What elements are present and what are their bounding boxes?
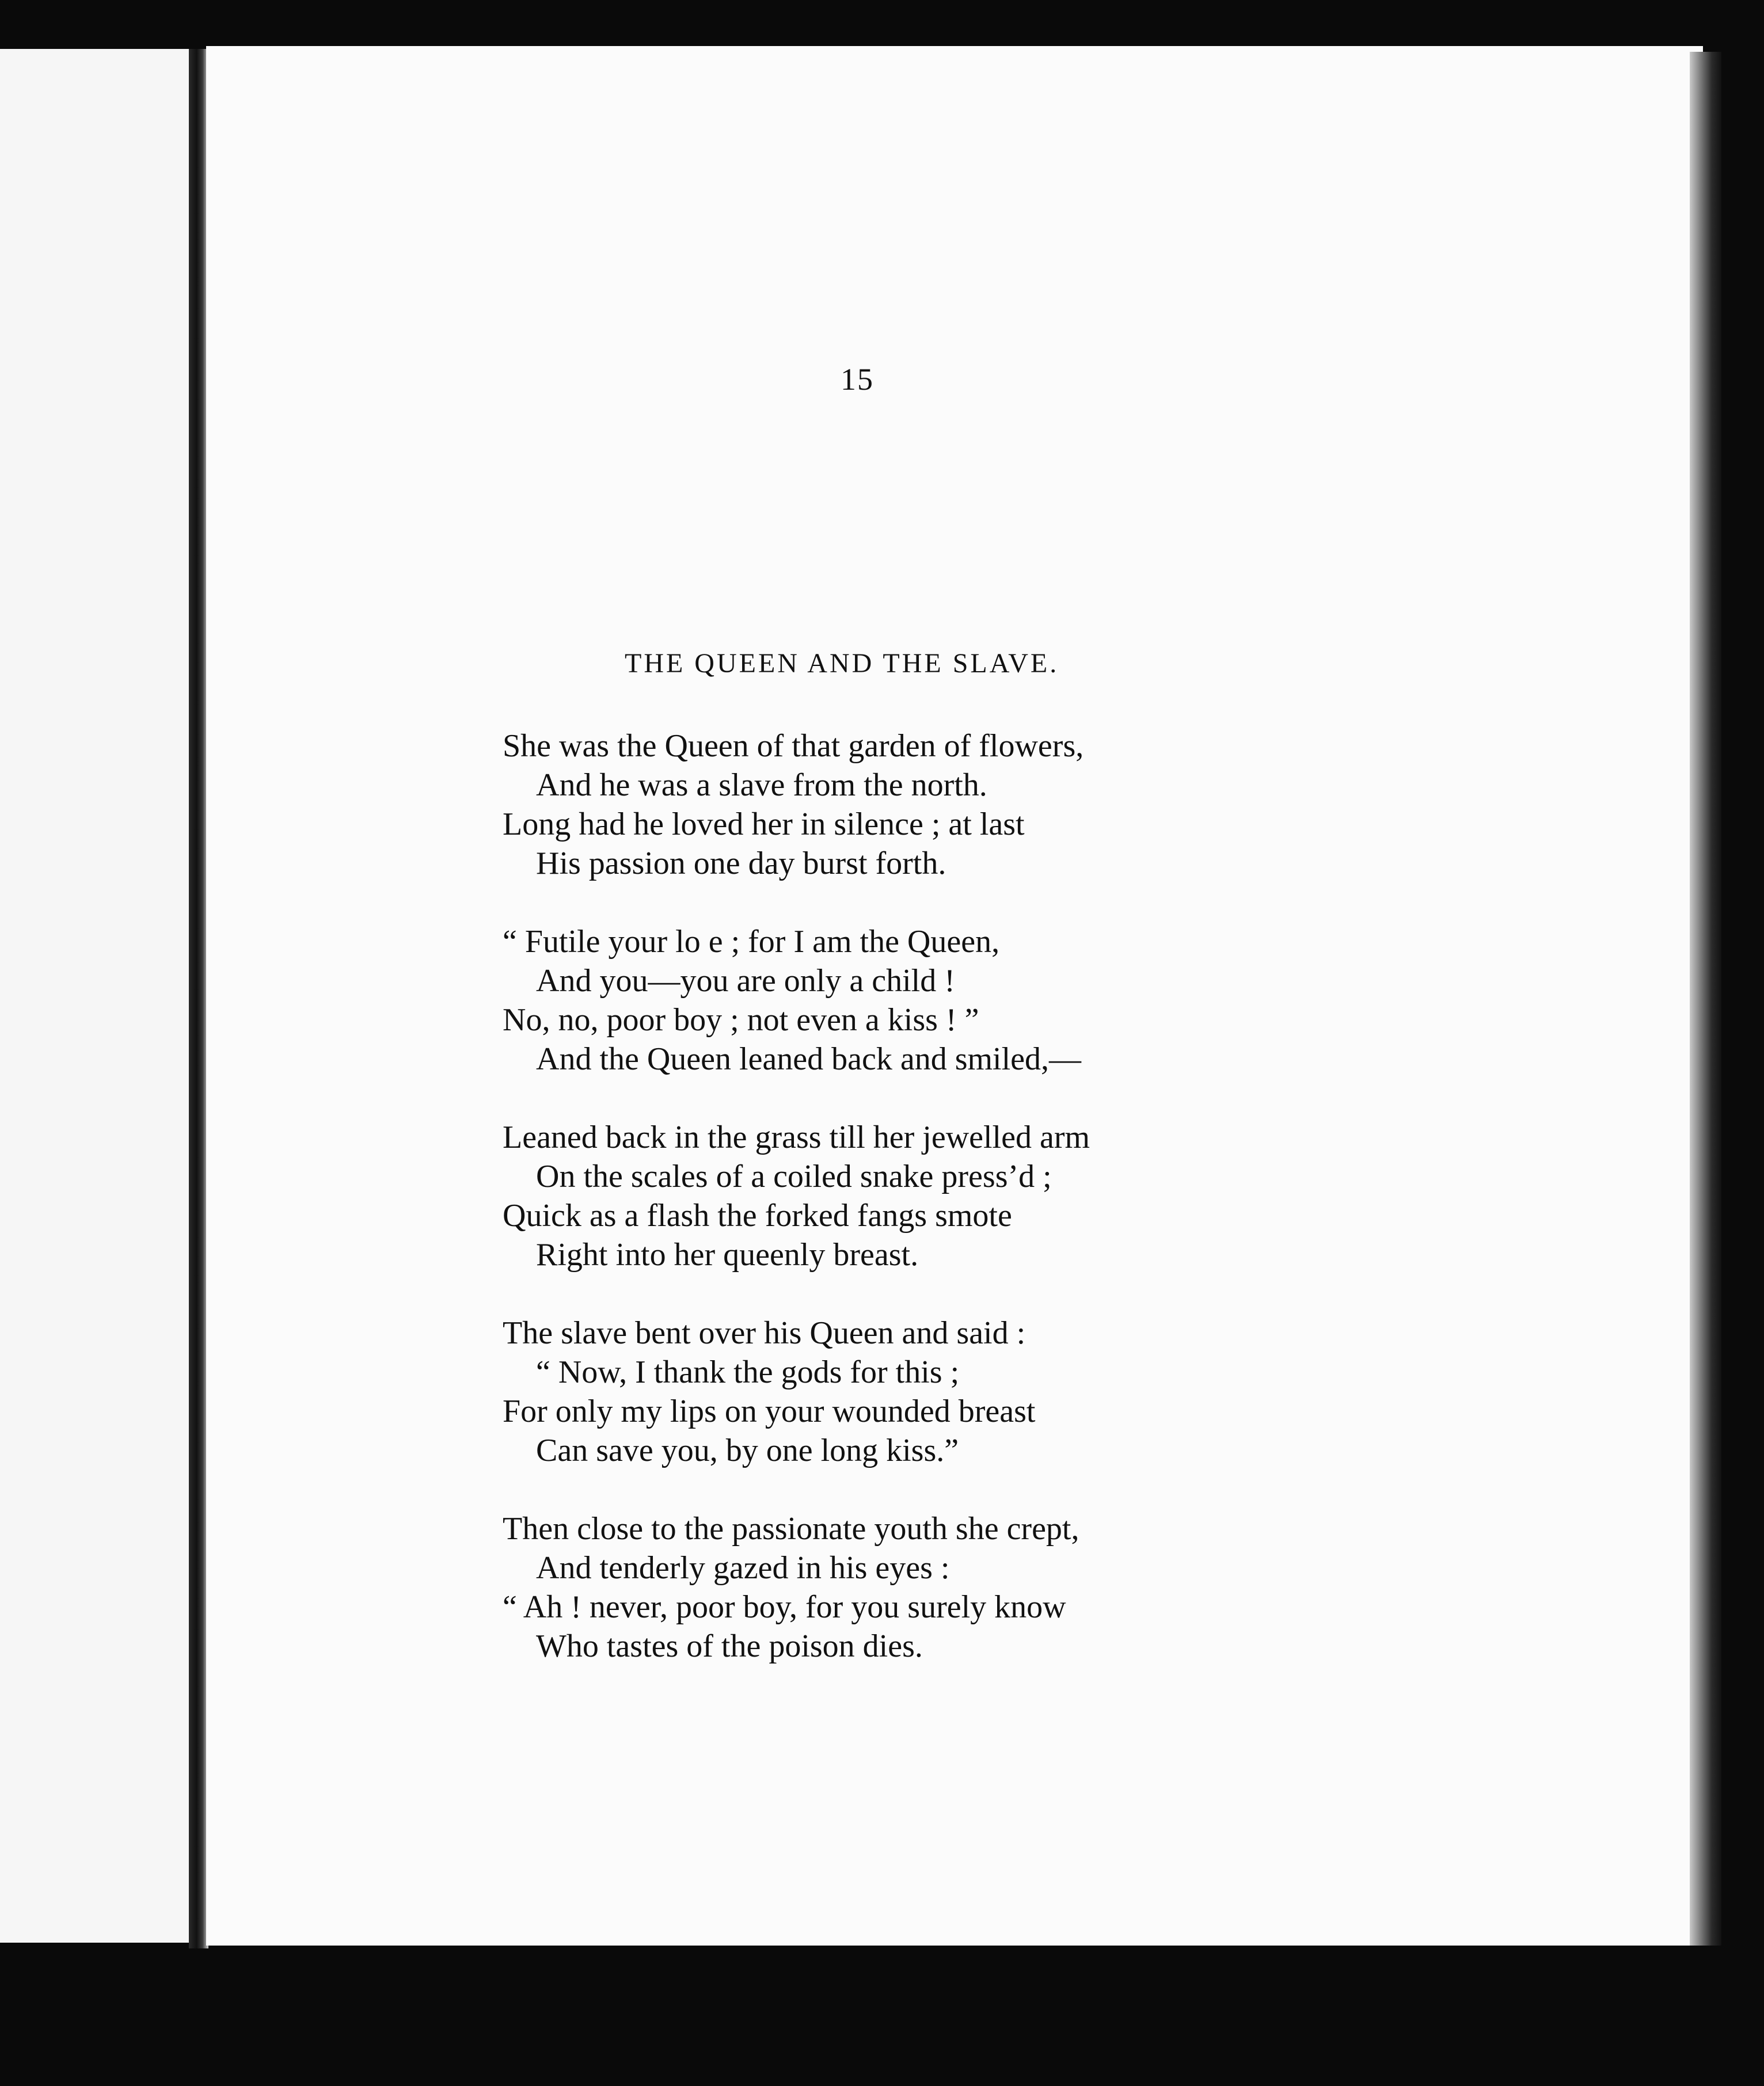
- poem-line: Can save you, by one long kiss.”: [536, 1433, 959, 1468]
- poem-line: “ Futile your lo e ; for I am the Queen,: [503, 924, 1000, 960]
- poem-line: The slave bent over his Queen and said :: [503, 1315, 1026, 1351]
- poem-line: She was the Queen of that garden of flowers,: [503, 728, 1084, 764]
- poem-stanza: [503, 1118, 1251, 1274]
- poem-line: Long had he loved her in silence ; at last: [503, 806, 1025, 842]
- page-number: 15: [841, 362, 874, 397]
- left-page-edge: [0, 49, 193, 1943]
- poem-line: Who tastes of the poison dies.: [536, 1628, 923, 1664]
- poem-line: His passion one day burst forth.: [536, 846, 946, 881]
- poem-line: For only my lips on your wounded breast: [503, 1394, 1036, 1429]
- poem-line: And he was a slave from the north.: [536, 767, 987, 803]
- poem-title: THE QUEEN AND THE SLAVE.: [625, 648, 1059, 679]
- poem-line: And you—you are only a child !: [536, 963, 955, 999]
- poem-line: And the Queen leaned back and smiled,—: [536, 1041, 1082, 1077]
- poem-stanza: [503, 922, 1251, 1079]
- poem-line: Quick as a flash the forked fangs smote: [503, 1198, 1012, 1234]
- poem-line: “ Ah ! never, poor boy, for you surely know: [503, 1589, 1066, 1625]
- poem-line: Right into her queenly breast.: [536, 1237, 919, 1273]
- poem-body: [503, 726, 1251, 1705]
- poem-stanza: [503, 1509, 1251, 1666]
- poem-line: Then close to the passionate youth she crept,: [503, 1511, 1079, 1547]
- poem-line: “ Now, I thank the gods for this ;: [536, 1354, 960, 1390]
- poem-line: And tenderly gazed in his eyes :: [536, 1550, 950, 1586]
- poem-stanza: [503, 726, 1251, 883]
- poem-stanza: [503, 1314, 1251, 1470]
- right-page-edge: [1690, 52, 1721, 1946]
- poem-line: On the scales of a coiled snake press’d ;: [536, 1159, 1052, 1194]
- poem-line: No, no, poor boy ; not even a kiss ! ”: [503, 1002, 979, 1038]
- book-gutter: [189, 49, 208, 1948]
- poem-line: Leaned back in the grass till her jewelled arm: [503, 1120, 1090, 1155]
